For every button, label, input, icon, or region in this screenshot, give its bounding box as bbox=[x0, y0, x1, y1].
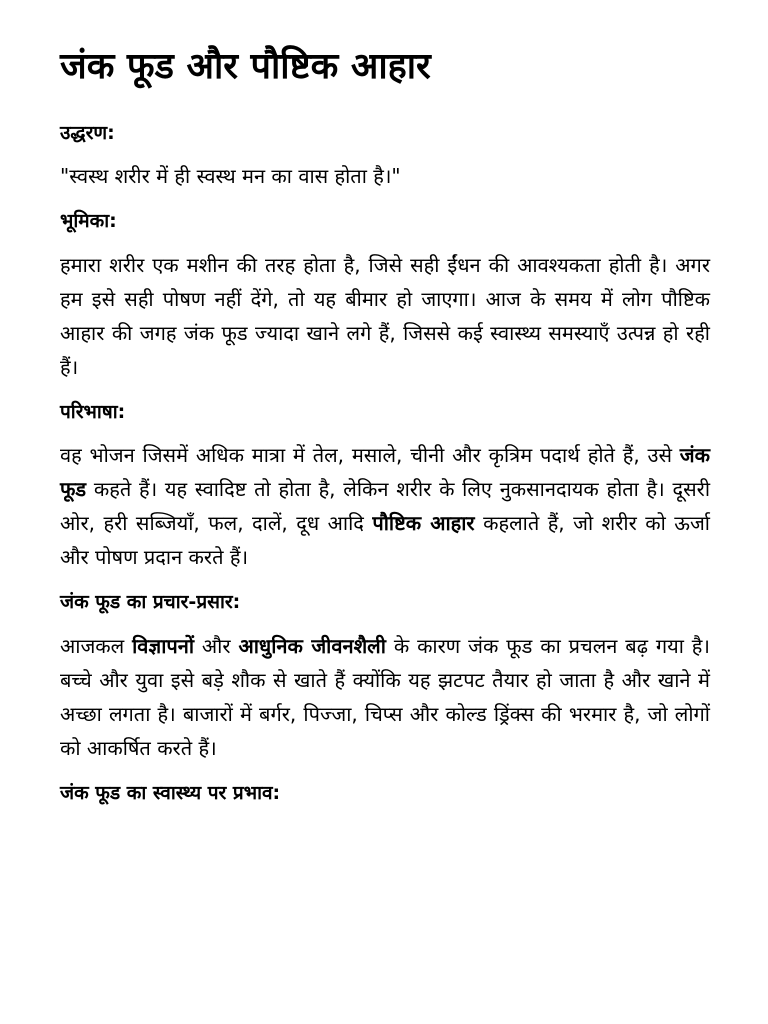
spread-text-1: आजकल bbox=[60, 633, 133, 658]
nutritious-food-term: पौष्टिक आहार bbox=[372, 511, 475, 536]
spread-heading: जंक फूड का प्रचार-प्रसार: bbox=[60, 591, 241, 614]
spread-text-3: के कारण जंक फूड का प्रचलन बढ़ गया है। बच्चे और युवा इसे बड़े शौक से खाते हैं क्योंकि यह झटपट तैयार हो जाता है और खाने में अच्छा लगता है। बाजारों में बर्गर, पिज्जा, चिप्स और कोल्ड ड्रिंक्स की भरमार है, जो लोगों को आकर्षित करते हैं। bbox=[60, 633, 710, 760]
definition-text-1: वह भोजन जिसमें अधिक मात्रा में तेल, मसाले, चीनी और कृत्रिम पदार्थ होते हैं, उसे bbox=[60, 443, 680, 468]
junk-food-term: जंक फूड bbox=[60, 443, 710, 502]
intro-paragraph: हमारा शरीर एक मशीन की तरह होता है, जिसे सही ईंधन की आवश्यकता होती है। अगर हम इसे सही पोषण नहीं देंगे, तो यह बीमार हो जाएगा। आज के समय में लोग पौष्टिक आहार की जगह जंक फूड ज्यादा खाने लगे हैं, जिससे कई स्वास्थ्य समस्याएँ उत्पन्न हो रही हैं। bbox=[60, 252, 710, 379]
quote-text: "स्वस्थ शरीर में ही स्वस्थ मन का वास होता है।" bbox=[60, 164, 401, 189]
effects-heading: जंक फूड का स्वास्थ्य पर प्रभाव: bbox=[60, 781, 281, 804]
quote-heading: उद्धरण: bbox=[60, 121, 115, 144]
definition-text-2: कहते हैं। यह स्वादिष्ट तो होता है, लेकिन शरीर के लिए नुकसानदायक होता है। दूसरी ओर, हरी सब्जियाँ, फल, दालें, दूध आदि bbox=[60, 477, 710, 536]
definition-paragraph bbox=[60, 438, 710, 574]
definition-text-3: कहलाते हैं, जो शरीर को ऊर्जा और पोषण प्रदान करते हैं। bbox=[60, 511, 710, 570]
intro-heading: भूमिका: bbox=[60, 210, 117, 233]
modern-lifestyle-term: आधुनिक जीवनशैली bbox=[238, 633, 386, 658]
definition-heading: परिभाषा: bbox=[60, 400, 126, 423]
spread-text-2: और bbox=[194, 633, 239, 658]
advertisements-term: विज्ञापनों bbox=[132, 633, 195, 658]
page-title: जंक फूड और पौष्टिक आहार bbox=[60, 46, 431, 87]
spread-paragraph bbox=[60, 629, 710, 765]
